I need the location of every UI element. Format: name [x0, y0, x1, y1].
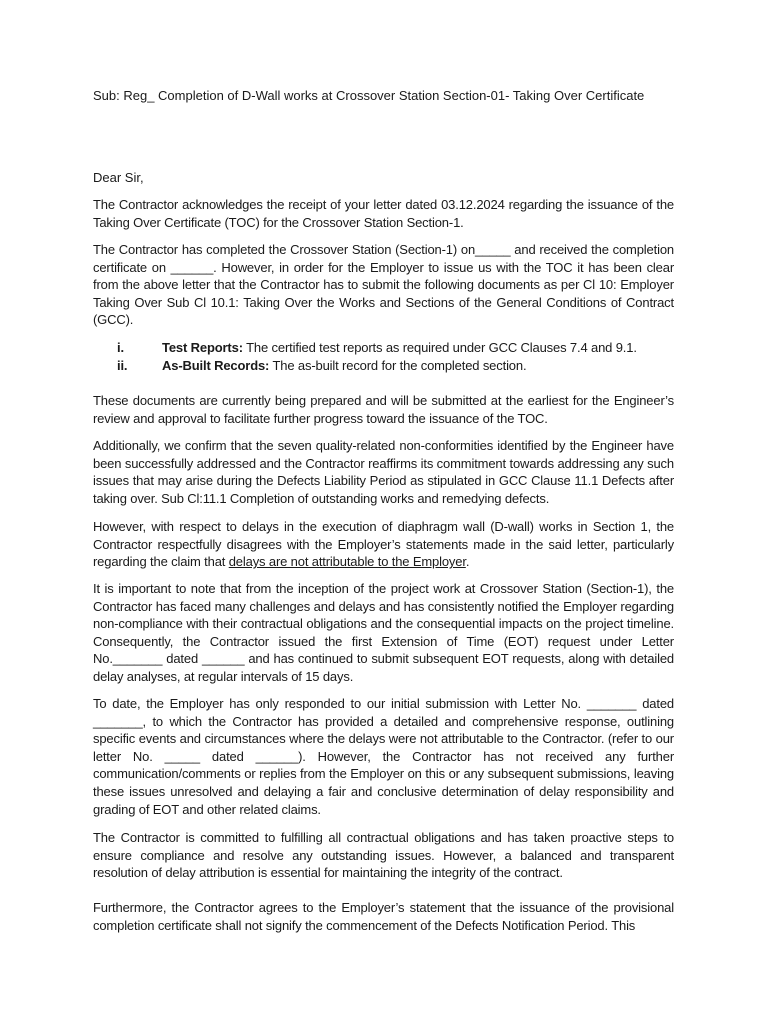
- documents-list: [93, 339, 674, 374]
- list-item: [93, 357, 674, 375]
- list-item-label: Test Reports:: [162, 340, 243, 355]
- paragraph-text: The Contractor has completed the Crossover Station (Section-1) on_____ and received the completion certificate on ______. However, in order for the Employer to issue us with the TOC it has been clear from the above letter that the Contractor has to submit the following documents as per Cl 10: Employer Taking Over Sub Cl 10.1: Taking Over the Works and Sections of the General Conditions of Contract (GCC).: [93, 242, 674, 328]
- paragraph-text: It is important to note that from the inception of the project work at Crossover Station (Section-1), the Contractor has faced many challenges and delays and has consistently notified the Employer regarding non-compliance with their contractual obligations and the consequential impacts on the project timeline. Consequently, the Contractor issued the first Extension of Time (EOT) request under Letter No._______ dated ______ and has continued to submit subsequent EOT requests, along with detailed delay analyses, at regular intervals of 15 days.: [93, 581, 674, 684]
- paragraph-documents-status: [93, 392, 674, 427]
- paragraph-text-end: .: [465, 554, 470, 570]
- paragraph-commitment: [93, 829, 674, 882]
- paragraph-text: The Contractor is committed to fulfilling all contractual obligations and has taken proactive steps to ensure compliance and resolve any outstanding issues. However, a balanced and transparent resolution of delay attribution is essential for maintaining the integrity of the contract.: [93, 830, 674, 881]
- subject-line: Sub: Reg_ Completion of D-Wall works at Crossover Station Section-01- Taking Over Certificate: [93, 88, 645, 103]
- list-item-text: [162, 357, 526, 375]
- salutation: Dear Sir,: [93, 170, 144, 185]
- list-number: ii.: [117, 357, 128, 373]
- paragraph-text: These documents are currently being prepared and will be submitted at the earliest for the Engineer’s review and approval to facilitate further progress toward the issuance of the TOC.: [93, 393, 674, 426]
- paragraph-delays: [93, 518, 674, 571]
- list-item-description: The certified test reports as required under GCC Clauses 7.4 and 9.1.: [242, 340, 637, 355]
- paragraph-text: Furthermore, the Contractor agrees to the Employer’s statement that the issuance of the provisional completion certificate shall not signify the commencement of the Defects Notification Period. This: [93, 900, 674, 933]
- list-item-description: The as-built record for the completed section.: [269, 357, 527, 373]
- paragraph-eot-history: [93, 580, 674, 686]
- list-number: i.: [117, 340, 124, 355]
- list-item: [93, 339, 674, 357]
- paragraph-completion: [93, 241, 674, 329]
- paragraph-provisional-certificate: [93, 899, 674, 934]
- list-item-text: [162, 339, 637, 357]
- paragraph-text: [93, 518, 674, 571]
- list-item-label: As-Built Records:: [162, 357, 270, 373]
- paragraph-text: The Contractor acknowledges the receipt of your letter dated 03.12.2024 regarding the issuance of the Taking Over Certificate (TOC) for the Crossover Station Section-1.: [93, 197, 674, 230]
- paragraph-text: Additionally, we confirm that the seven quality-related non-conformities identified by the Engineer have been successfully addressed and the Contractor reaffirms its commitment towards addressing any such issues that may arise during the Defects Liability Period as stipulated in GCC Clause 11.1 Defects after taking over. Sub Cl:11.1 Completion of outstanding works and remedying defects.: [93, 438, 674, 506]
- paragraph-text: To date, the Employer has only responded to our initial submission with Letter No. _______ dated _______, to which the Contractor has provided a detailed and comprehensive response, outlining specific events and circumstances where the delays were not attributable to the Contractor. (refer to our letter No. _____ dated ______). However, the Contractor has not received any further communication/comments or replies from the Employer on this or any subsequent submissions, leaving these issues unresolved and delaying a fair and conclusive determination of delay responsibility and grading of EOT and other related claims.: [93, 696, 674, 817]
- paragraph-text-start: However, with respect to delays in the execution of diaphragm wall (D-wall) works in Section 1, the Contractor respectfully disagrees with the Employer’s statements made in the said letter, particularly regarding the claim that: [93, 519, 674, 570]
- paragraph-employer-response: [93, 695, 674, 818]
- paragraph-nonconformities: [93, 437, 674, 507]
- paragraph-acknowledgement: [93, 196, 674, 231]
- underlined-claim: delays are not attributable to the Employer: [228, 554, 466, 570]
